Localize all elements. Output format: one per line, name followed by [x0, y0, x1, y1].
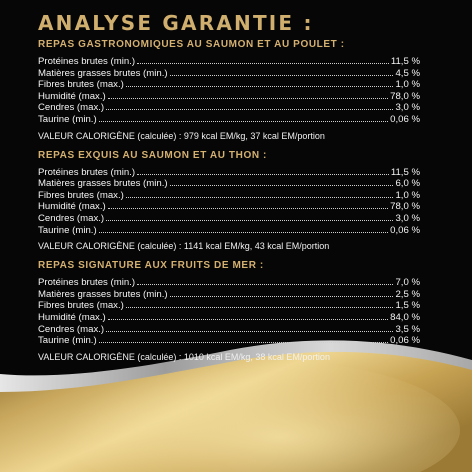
- section-title: REPAS SIGNATURE AUX FRUITS DE MER :: [38, 260, 264, 272]
- dot-leader: [108, 91, 388, 99]
- dot-leader: [137, 167, 389, 175]
- dot-leader: [126, 300, 394, 308]
- nutrient-label: Fibres brutes (max.): [38, 79, 124, 91]
- nutrient-row: [38, 312, 420, 324]
- page-title: ANALYSE GARANTIE :: [38, 11, 314, 35]
- nutrient-row: [38, 167, 420, 179]
- nutrient-value: 11,5 %: [390, 166, 420, 178]
- dot-leader: [99, 114, 388, 122]
- calorie-content: VALEUR CALORIGÈNE (calculée) : 1141 kcal EM/kg, 43 kcal EM/portion: [38, 241, 330, 252]
- nutrient-value: 0,06 %: [390, 113, 420, 125]
- dot-leader: [170, 68, 394, 76]
- nutrient-value: 84,0 %: [390, 311, 420, 323]
- nutrient-row: [38, 79, 420, 91]
- nutrient-row: [38, 91, 420, 103]
- calorie-content: VALEUR CALORIGÈNE (calculée) : 979 kcal EM/kg, 37 kcal EM/portion: [38, 130, 325, 141]
- nutrient-row: [38, 190, 420, 202]
- nutrient-row: [38, 201, 420, 213]
- dot-leader: [137, 56, 389, 64]
- nutrient-label: Matières grasses brutes (min.): [38, 178, 168, 190]
- nutrient-label: Fibres brutes (max.): [38, 189, 124, 201]
- nutrient-value: 6,0 %: [395, 178, 420, 190]
- nutrient-label: Protéines brutes (min.): [38, 56, 136, 67]
- nutrient-label: Cendres (max.): [38, 212, 105, 224]
- dot-leader: [106, 102, 393, 110]
- nutrient-label: Cendres (max.): [38, 102, 105, 114]
- section-salmon-chicken: [38, 39, 420, 142]
- nutrient-row: [38, 56, 420, 68]
- nutrient-label: Humidité (max.): [38, 90, 106, 102]
- nutrient-value: 78,0 %: [390, 90, 420, 102]
- nutrient-value: 1,0 %: [395, 189, 420, 201]
- dot-leader: [170, 178, 394, 186]
- nutrient-label: Fibres brutes (max.): [38, 300, 124, 312]
- nutrient-label: Protéines brutes (min.): [38, 277, 136, 289]
- calorie-content: VALEUR CALORIGÈNE (calculée) : 1010 kcal EM/kg, 38 kcal EM/portion: [38, 351, 330, 362]
- dot-leader: [108, 201, 388, 209]
- section-salmon-tuna: [38, 150, 420, 253]
- nutrient-value: 78,0 %: [390, 201, 420, 213]
- nutrient-value: 3,0 %: [395, 212, 420, 224]
- dot-leader: [99, 335, 388, 343]
- dot-leader: [99, 225, 388, 233]
- nutrient-row: [38, 277, 420, 289]
- nutrient-row: [38, 225, 420, 237]
- nutrient-value: 3,0 %: [395, 102, 420, 114]
- nutrient-label: Taurine (min.): [38, 335, 97, 347]
- nutrient-label: Humidité (max.): [38, 201, 106, 213]
- nutrient-value: 7,0 %: [395, 277, 420, 289]
- dot-leader: [106, 213, 393, 221]
- section-title: REPAS EXQUIS AU SAUMON ET AU THON :: [38, 149, 267, 161]
- nutrient-label: Humidité (max.): [38, 311, 106, 323]
- nutrient-row: [38, 114, 420, 126]
- nutrient-row: [38, 213, 420, 225]
- nutrient-row: [38, 324, 420, 336]
- nutrient-value: 1,5 %: [395, 300, 420, 312]
- nutrient-label: Cendres (max.): [38, 323, 105, 335]
- nutrient-label: Protéines brutes (min.): [38, 166, 136, 178]
- nutrient-value: 0,06 %: [390, 224, 420, 236]
- dot-leader: [126, 190, 394, 198]
- nutrient-row: [38, 335, 420, 347]
- nutrient-label: Matières grasses brutes (min.): [38, 288, 168, 300]
- nutrient-row: [38, 300, 420, 312]
- nutrient-value: 11,5 %: [390, 56, 420, 67]
- guaranteed-analysis: [38, 10, 420, 363]
- nutrient-value: 3,5 %: [395, 323, 420, 335]
- dot-leader: [106, 324, 393, 332]
- section-seafood: [38, 260, 420, 363]
- nutrient-row: [38, 289, 420, 301]
- nutrient-label: Taurine (min.): [38, 224, 97, 236]
- nutrient-label: Matières grasses brutes (min.): [38, 67, 168, 79]
- dot-leader: [137, 277, 393, 285]
- nutrient-row: [38, 68, 420, 80]
- dot-leader: [126, 79, 394, 87]
- dot-leader: [170, 289, 394, 297]
- nutrient-value: 1,0 %: [395, 79, 420, 91]
- nutrient-row: [38, 178, 420, 190]
- nutrient-row: [38, 102, 420, 114]
- section-title: REPAS GASTRONOMIQUES AU SAUMON ET AU POULET :: [38, 39, 345, 50]
- nutrient-label: Taurine (min.): [38, 113, 97, 125]
- nutrient-value: 0,06 %: [390, 335, 420, 347]
- dot-leader: [108, 312, 388, 320]
- nutrient-value: 4,5 %: [395, 67, 420, 79]
- nutrient-value: 2,5 %: [395, 288, 420, 300]
